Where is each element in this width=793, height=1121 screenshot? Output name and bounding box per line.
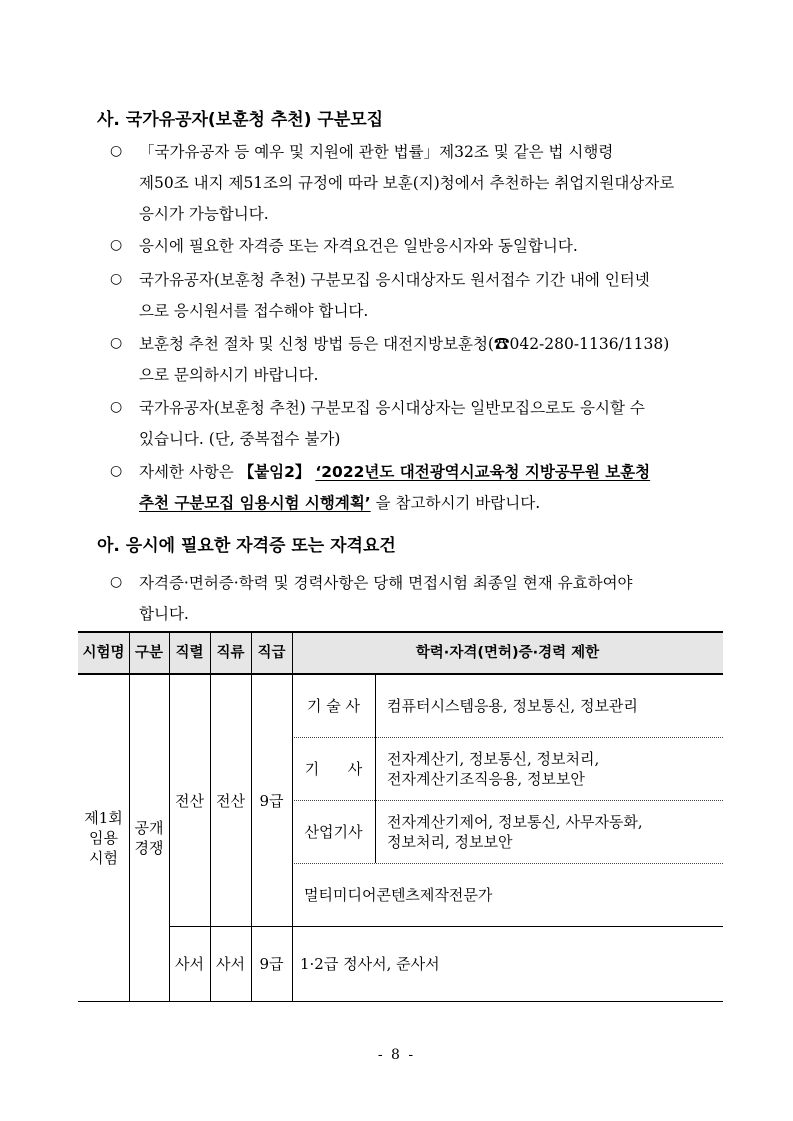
cell-category: 공개 경쟁 — [134, 819, 164, 857]
qual-value: 1·2급 정사서, 준사서 — [300, 955, 440, 973]
bullet-text-line: 제50조 내지 제51조의 규정에 따라 보훈(지)청에서 추천하는 취업지원대상자로 — [139, 174, 675, 192]
cell-grade: 9급 — [259, 955, 284, 973]
bullet-text-line — [139, 457, 650, 488]
bullet-text-line: 응시가 가능합니다. — [139, 205, 269, 223]
bullet-text-line: 보훈청 추천 절차 및 신청 방법 등은 대전지방보훈청(☎042-280-1136/1138) — [139, 335, 670, 353]
qual-value: 멀티미디어콘텐츠제작전문가 — [304, 886, 493, 904]
qual-label: 기 사 — [304, 760, 363, 778]
cell-series: 사서 — [175, 955, 204, 973]
qualification-table — [78, 631, 723, 1003]
bullet-text: 자세한 사항은 — [139, 463, 239, 481]
header-grade: 직급 — [257, 645, 286, 661]
bullet-text-line: 으로 문의하시기 바랍니다. — [139, 366, 319, 384]
cell-grade: 9급 — [259, 791, 284, 810]
bullet-mark: ○ — [110, 399, 123, 415]
qual-value: 컴퓨터시스템응용, 정보통신, 정보관리 — [387, 697, 638, 715]
bullet-text-line: 국가유공자(보훈청 추천) 구분모집 응시대상자도 원서접수 기간 내에 인터넷 — [139, 271, 650, 289]
bullet-mark: ○ — [110, 237, 123, 253]
bullet-mark: ○ — [110, 574, 123, 590]
qual-label: 기 술 사 — [306, 697, 360, 715]
bullet-text-line: 합니다. — [139, 605, 189, 623]
page-number: - 8 - — [377, 1047, 416, 1063]
attachment-title: 추천 구분모집 임용시험 시행계획’ — [139, 494, 371, 512]
cell-class: 사서 — [216, 955, 245, 973]
bullet-mark: ○ — [110, 335, 123, 351]
bullet-mark: ○ — [110, 463, 123, 479]
cell-class: 전산 — [216, 791, 245, 810]
cell-series: 전산 — [175, 791, 204, 810]
header-exam-name: 시험명 — [82, 645, 125, 661]
bullet-mark: ○ — [110, 271, 123, 287]
bullet-text-line: 으로 응시원서를 접수해야 합니다. — [139, 302, 369, 320]
col-divider — [375, 675, 376, 863]
attachment-title: ‘2022년도 대전광역시교육청 지방공무원 보훈청 — [315, 463, 651, 481]
bullet-text-line: 응시에 필요한 자격증 또는 자격요건은 일반응시자와 동일합니다. — [139, 237, 578, 255]
header-series: 직렬 — [175, 645, 204, 661]
bullet-mark: ○ — [110, 143, 123, 159]
bullet-text-line: 국가유공자(보훈청 추천) 구분모집 응시대상자는 일반모집으로도 응시할 수 — [139, 399, 645, 417]
section-heading-sa: 사. 국가유공자(보훈청 추천) 구분모집 — [97, 110, 384, 130]
section-heading-a: 아. 응시에 필요한 자격증 또는 자격요건 — [97, 536, 396, 556]
bullet-text-line — [139, 488, 540, 519]
header-category: 구분 — [134, 645, 163, 661]
attachment-reference: 【붙임2】 — [238, 463, 311, 481]
cell-exam-name: 제1회 임용 시험 — [84, 809, 123, 867]
header-qualifications: 학력·자격(면허)증·경력 제한 — [415, 645, 600, 661]
bullet-text-line: 「국가유공자 등 예우 및 지원에 관한 법률」제32조 및 같은 법 시행령 — [139, 143, 614, 161]
bullet-text: 을 참고하시기 바랍니다. — [370, 494, 541, 512]
header-class: 직류 — [216, 645, 245, 661]
qual-value: 전자계산기, 정보통신, 정보처리, 전자계산기조직응용, 정보보안 — [387, 750, 600, 788]
bullet-text-line: 자격증·면허증·학력 및 경력사항은 당해 면접시험 최종일 현재 유효하여야 — [139, 574, 633, 592]
table-bottom-border — [78, 1001, 723, 1002]
qual-value: 전자계산기제어, 정보통신, 사무자동화, 정보처리, 정보보안 — [387, 813, 643, 851]
bullet-text-line: 있습니다. (단, 중복접수 불가) — [139, 430, 341, 448]
qual-label: 산업기사 — [304, 823, 363, 841]
